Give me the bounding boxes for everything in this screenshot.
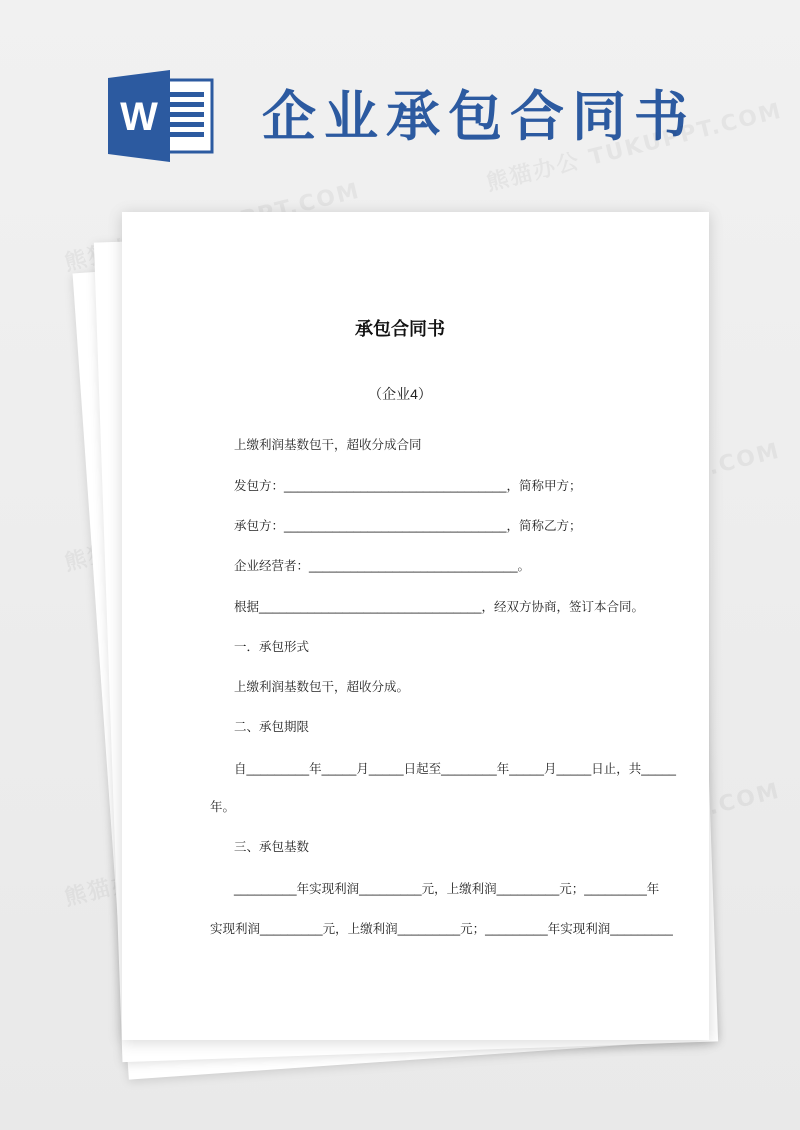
section-2-heading: 二、承包期限 bbox=[234, 720, 310, 734]
section-1-body: 上缴利润基数包干，超收分成。 bbox=[234, 680, 410, 694]
basis-line: 根据________________________________，经双方协商，签订本合同。 bbox=[234, 600, 644, 614]
issuer-line: 发包方：________________________________，简称甲方； bbox=[234, 479, 582, 493]
term-line: 自_________年_____月_____日起至________年_____月_____日止，共_____ bbox=[234, 762, 676, 776]
banner bbox=[0, 0, 800, 200]
manager-line: 企业经营者：______________________________。 bbox=[234, 559, 531, 573]
contractor-line: 承包方：________________________________，简称乙方； bbox=[234, 519, 582, 533]
term-line-end: 年。 bbox=[210, 800, 236, 814]
section-3-heading: 三、承包基数 bbox=[234, 840, 310, 854]
base-line-2: 实现利润_________元，上缴利润_________元；_________年实现利润_________ bbox=[210, 922, 673, 936]
word-document-icon bbox=[108, 70, 214, 162]
base-line-1: _________年实现利润_________元，上缴利润_________元；_________年 bbox=[234, 882, 660, 896]
word-icon-letter: W bbox=[120, 95, 158, 139]
document-title: 承包合同书 bbox=[355, 319, 445, 339]
contract-type-line: 上缴利润基数包干，超收分成合同 bbox=[234, 438, 422, 452]
banner-title: 企业承包合同书 bbox=[262, 85, 696, 148]
section-1-heading: 一．承包形式 bbox=[234, 640, 310, 654]
document-subtitle: （企业4） bbox=[368, 386, 432, 402]
